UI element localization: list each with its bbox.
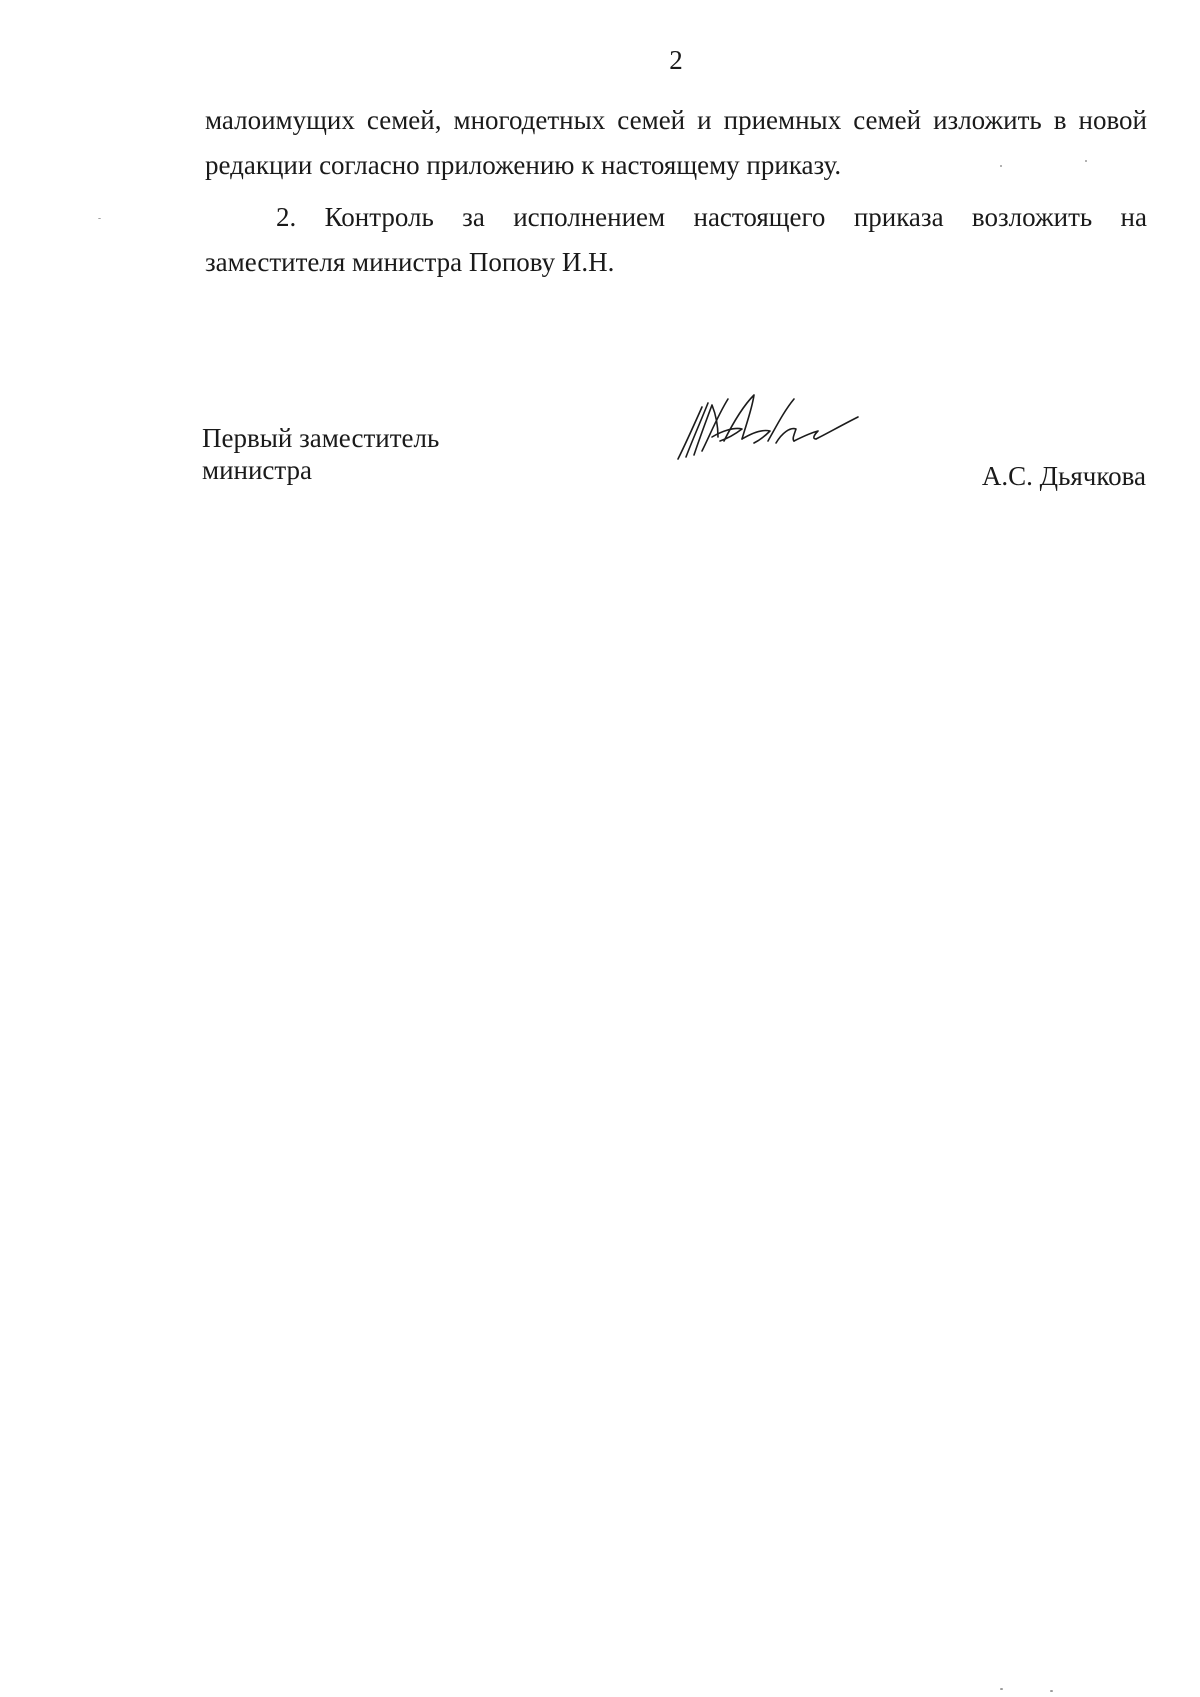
scan-speck — [1085, 160, 1087, 162]
signatory-title — [202, 422, 439, 486]
scan-speck — [1000, 1688, 1003, 1690]
signatory-title-line-1: Первый заместитель — [202, 423, 440, 453]
handwritten-signature — [672, 385, 862, 475]
paragraph-2 — [205, 195, 1147, 285]
signatory-title-line-2: министра — [202, 455, 313, 485]
scan-speck — [1000, 165, 1002, 167]
scan-speck — [98, 218, 101, 219]
scan-speck — [1050, 1690, 1053, 1692]
paragraph-2-line-2: заместителя министра Попову И.Н. — [205, 247, 615, 277]
paragraph-1-line-1: малоимущих семей, многодетных семей и приемных семей изложить в новой — [205, 105, 1147, 135]
paragraph-2-line-1: 2. Контроль за исполнением настоящего приказа возложить на — [276, 202, 1147, 232]
paragraph-1 — [205, 98, 1147, 188]
page-number: 2 — [669, 45, 683, 75]
paragraph-1-line-2: редакции согласно приложению к настоящему приказу. — [205, 150, 842, 180]
signatory-name: А.С. Дьячкова — [981, 461, 1146, 491]
